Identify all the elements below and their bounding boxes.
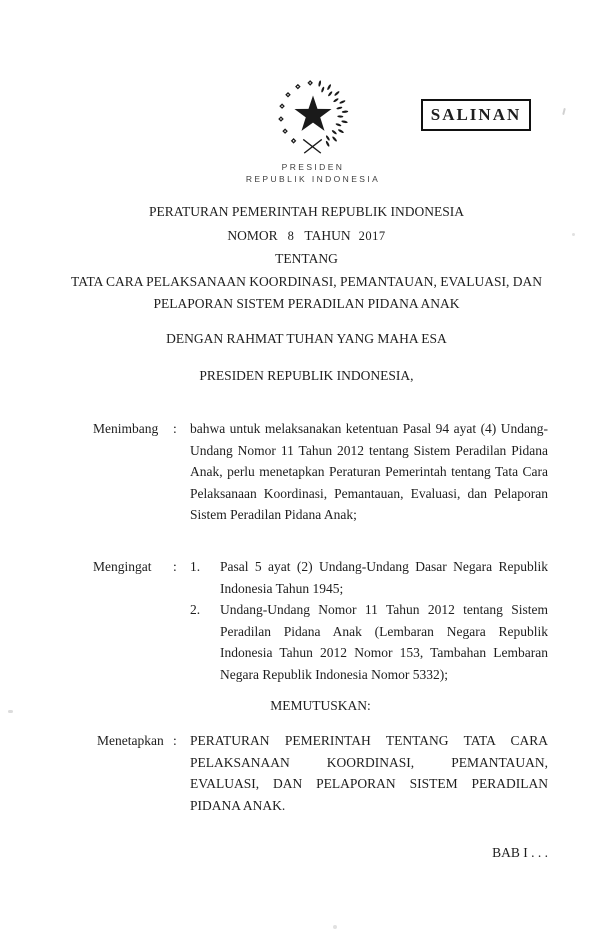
subject-line-1: TATA CARA PELAKSANAAN KOORDINASI, PEMANTAUAN, EVALUASI, DAN (71, 274, 542, 289)
nomor-label: NOMOR (227, 228, 278, 243)
presidential-seal-icon (262, 76, 364, 158)
nomor-value: 8 (287, 229, 295, 243)
letterhead-presiden: PRESIDEN (281, 162, 345, 172)
scan-artifact (562, 108, 566, 115)
considerations-clause (93, 418, 548, 526)
subject-line-2: PELAPORAN SISTEM PERADILAN PIDANA ANAK (153, 296, 460, 311)
salinan-stamp-label: SALINAN (430, 105, 522, 124)
item-text: Undang-Undang Nomor 11 Tahun 2012 tentang Sistem Peradilan Pidana Anak (Lembaran Negara Republik Indonesia Tahun 2012 Nomor 153, Tambahan Lembaran Negara Republik Indonesia Nomor 5332); (220, 602, 548, 682)
number-line (0, 228, 613, 244)
invocation-line: DENGAN RAHMAT TUHAN YANG MAHA ESA (166, 331, 447, 346)
page-catchword: BAB I . . . (492, 845, 548, 860)
scan-artifact (8, 710, 13, 713)
enactment-clause (93, 730, 548, 816)
salinan-stamp (421, 99, 531, 131)
tentang-label: TENTANG (275, 251, 338, 266)
considerations-colon: : (173, 421, 177, 436)
enactment-text: PERATURAN PEMERINTAH TENTANG TATA CARA PELAKSANAAN KOORDINASI, PEMANTAUAN, EVALUASI, DAN PELAPORAN SISTEM PERADILAN PIDANA ANAK. (190, 733, 548, 813)
legal-basis-clause (93, 556, 548, 686)
legal-basis-label: Mengingat (93, 559, 152, 574)
tahun-label: TAHUN (304, 228, 351, 243)
item-text: Pasal 5 ayat (2) Undang-Undang Dasar Negara Republik Indonesia Tahun 1945; (220, 559, 548, 596)
considerations-label: Menimbang (93, 421, 159, 436)
legal-basis-item (190, 599, 548, 685)
legal-basis-list (190, 556, 548, 686)
authority-line: PRESIDEN REPUBLIK INDONESIA, (199, 368, 414, 383)
tahun-value: 2017 (358, 229, 386, 243)
enactment-label: Menetapkan (97, 733, 164, 748)
letterhead-republik-indonesia: REPUBLIK INDONESIA (245, 174, 381, 184)
enactment-colon: : (173, 733, 177, 748)
legal-basis-colon: : (173, 559, 177, 574)
considerations-text: bahwa untuk melaksanakan ketentuan Pasal 94 ayat (4) Undang-Undang Nomor 11 Tahun 2012 tentang Sistem Peradilan Pidana Anak, perlu menetapkan Peraturan Pemerintah tentang Tata Cara Pelaksanaan Koordinasi, Pemantauan, Evaluasi, dan Pelaporan Sistem Peradilan Pidana Anak; (190, 421, 548, 523)
item-number: 2. (190, 602, 201, 618)
scan-artifact (333, 925, 337, 929)
scan-artifact (572, 233, 575, 236)
item-number: 1. (190, 559, 201, 574)
letterhead (233, 76, 393, 185)
document-title: PERATURAN PEMERINTAH REPUBLIK INDONESIA (148, 204, 465, 219)
decision-heading: MEMUTUSKAN: (270, 698, 371, 713)
wreath-stems (303, 139, 322, 153)
legal-basis-item (190, 556, 548, 599)
